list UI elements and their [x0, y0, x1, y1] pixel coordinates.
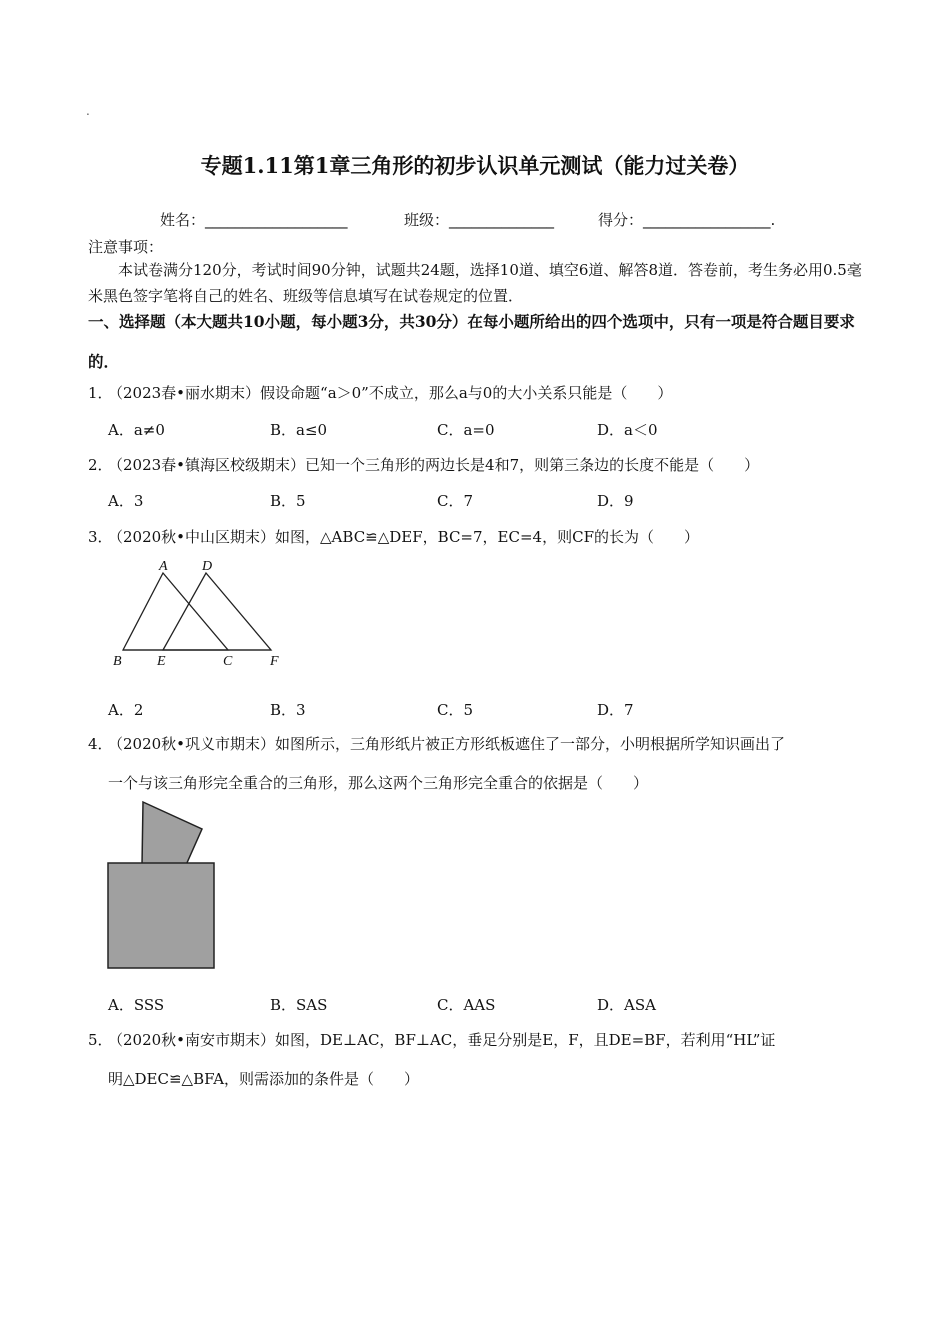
q4-option-d[interactable]: D．ASA	[597, 996, 656, 1014]
q2-option-d[interactable]: D．9	[597, 492, 634, 510]
question-5-cont: 明△DEC≌△BFA，则需添加的条件是（ ）	[108, 1070, 420, 1088]
label-a: A	[159, 559, 168, 574]
question-4-cont: 一个与该三角形完全重合的三角形，那么这两个三角形完全重合的依据是（ ）	[108, 774, 649, 792]
notice-body: 本试卷满分120分，考试时间90分钟，试题共24题，选择10道、填空6道、解答8道．答卷前，考生务必用0.5毫米黑色签字笔将自己的姓名、班级等信息填写在试卷规定的位置．	[88, 261, 862, 305]
q3-option-b[interactable]: B．3	[270, 701, 306, 719]
score-field[interactable]	[598, 209, 775, 230]
question-text: （2023春•镇海区校级期末）已知一个三角形的两边长是4和7，则第三条边的长度不能是（ ）	[108, 456, 760, 474]
label-d: D	[202, 559, 213, 574]
section-heading: 一、选择题（本大题共10小题，每小题3分，共30分）在每小题所给出的四个选项中，只有一项是符合题目要求的．	[88, 312, 855, 371]
page-title: 专题1.11第1章三角形的初步认识单元测试（能力过关卷）	[200, 153, 750, 178]
triangle-abc	[123, 573, 228, 650]
name-field[interactable]	[160, 209, 348, 230]
label-f: F	[270, 654, 279, 669]
square-board	[108, 863, 214, 968]
name-label: 姓名：	[160, 211, 206, 229]
question-text: （2020秋•巩义市期末）如图所示，三角形纸片被正方形纸板遮住了一部分，小明根据所学知识画出了	[108, 735, 786, 753]
question-text: （2023春•丽水期末）假设命题“a＞0”不成立，那么a与0的大小关系只能是（ ）	[108, 384, 673, 402]
class-field[interactable]	[404, 209, 554, 230]
triangle-def	[163, 573, 271, 650]
question-text: （2020秋•南安市期末）如图，DE⊥AC，BF⊥AC，垂足分别是E，F，且DE=BF，若利用“HL”证	[108, 1031, 776, 1049]
q4-option-b[interactable]: B．SAS	[270, 996, 328, 1014]
label-c: C	[223, 654, 233, 669]
question-5	[88, 1029, 775, 1050]
q4-option-a[interactable]: A．SSS	[108, 996, 165, 1014]
q3-option-d[interactable]: D．7	[597, 701, 634, 719]
q1-option-d[interactable]: D．a＜0	[597, 421, 658, 439]
q2-option-a[interactable]: A．3	[108, 492, 144, 510]
question-2	[88, 454, 759, 475]
class-line: ______________	[449, 211, 555, 229]
q1-option-b[interactable]: B．a≤0	[270, 421, 328, 439]
q1-option-c[interactable]: C．a=0	[437, 421, 495, 439]
label-b: B	[113, 654, 122, 669]
triangle-figure	[105, 555, 305, 675]
question-number: 2．	[88, 456, 113, 474]
q2-option-c[interactable]: C．7	[437, 492, 474, 510]
score-label: 得分：	[598, 211, 644, 229]
q1-option-a[interactable]: A．a≠0	[108, 421, 165, 439]
label-e: E	[157, 654, 166, 669]
notice-heading: 注意事项：	[88, 238, 164, 256]
q3-option-c[interactable]: C．5	[437, 701, 474, 719]
q3-option-a[interactable]: A．2	[108, 701, 144, 719]
question-number: 4．	[88, 735, 113, 753]
question-text: （2020秋•中山区期末）如图，△ABC≌△DEF，BC=7，EC=4，则CF的长为（ ）	[108, 528, 699, 546]
name-line: ___________________	[205, 211, 348, 229]
question-4	[88, 733, 785, 754]
q4-option-c[interactable]: C．AAS	[437, 996, 496, 1014]
question-number: 1．	[88, 384, 113, 402]
question-3	[88, 526, 699, 547]
question-number: 5．	[88, 1031, 113, 1049]
q2-option-b[interactable]: B．5	[270, 492, 306, 510]
question-number: 3．	[88, 528, 113, 546]
score-line: _________________.	[643, 211, 776, 229]
question-1	[88, 382, 672, 403]
class-label: 班级：	[404, 211, 450, 229]
top-mark: .	[86, 104, 90, 118]
triangle-piece	[142, 802, 202, 865]
covered-triangle-figure	[100, 795, 230, 975]
